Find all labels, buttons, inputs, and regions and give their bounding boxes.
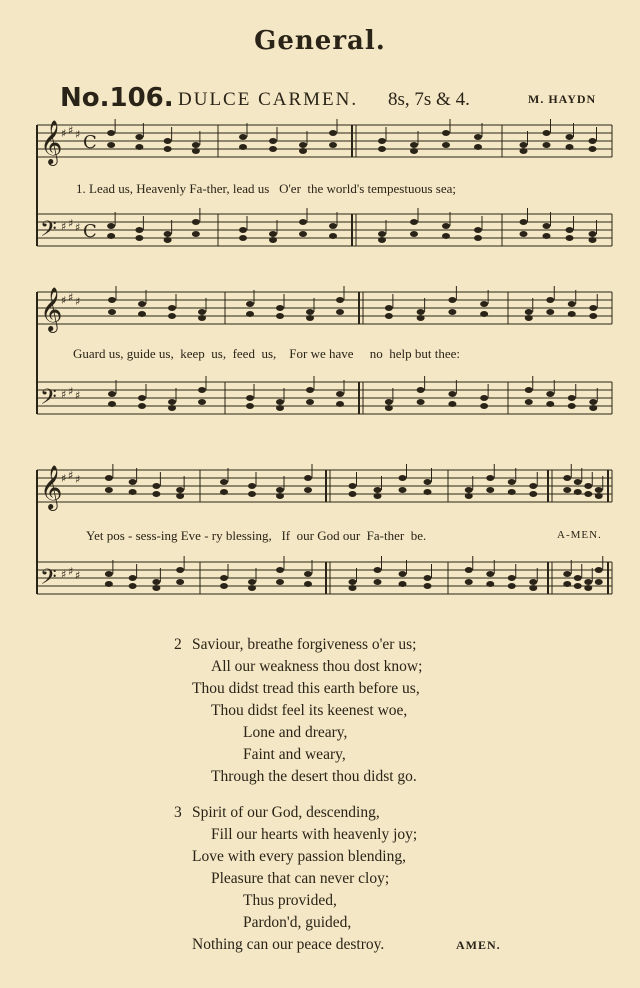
notehead bbox=[508, 479, 516, 485]
notehead bbox=[239, 227, 247, 233]
notehead bbox=[306, 309, 314, 315]
notehead bbox=[220, 479, 228, 485]
notehead bbox=[480, 395, 488, 401]
notehead bbox=[448, 391, 456, 397]
notehead bbox=[399, 571, 407, 577]
notehead bbox=[107, 130, 115, 136]
notehead bbox=[276, 567, 284, 573]
notehead bbox=[543, 233, 551, 239]
notehead bbox=[105, 475, 113, 481]
notehead bbox=[248, 491, 256, 497]
notehead bbox=[164, 138, 172, 144]
notehead bbox=[246, 403, 254, 409]
composer: M. HAYDN bbox=[528, 92, 597, 106]
notehead bbox=[105, 581, 113, 587]
notehead bbox=[589, 138, 597, 144]
notehead bbox=[108, 401, 116, 407]
sharp-icon: ♯ bbox=[61, 294, 67, 307]
notehead bbox=[546, 401, 554, 407]
notehead bbox=[566, 134, 574, 140]
notehead bbox=[584, 579, 592, 585]
notehead bbox=[108, 391, 116, 397]
notehead bbox=[474, 144, 482, 150]
sharp-icon: ♯ bbox=[68, 291, 74, 304]
notehead bbox=[164, 146, 172, 152]
notehead bbox=[448, 401, 456, 407]
notehead bbox=[269, 146, 277, 152]
notehead bbox=[138, 301, 146, 307]
notehead bbox=[276, 493, 284, 499]
notehead bbox=[276, 487, 284, 493]
notehead bbox=[192, 148, 200, 154]
notehead bbox=[220, 575, 228, 581]
notehead bbox=[299, 219, 307, 225]
notehead bbox=[135, 235, 143, 241]
amen-lyric: A-MEN. bbox=[557, 529, 602, 541]
notehead bbox=[168, 405, 176, 411]
notehead bbox=[474, 227, 482, 233]
verse-line: Thou didst tread this earth before us, bbox=[192, 680, 420, 697]
notehead bbox=[486, 475, 494, 481]
notehead bbox=[248, 579, 256, 585]
notehead bbox=[164, 231, 172, 237]
notehead bbox=[563, 475, 571, 481]
bass-clef-icon: 𝄢 bbox=[40, 217, 57, 247]
notehead bbox=[306, 387, 314, 393]
notehead bbox=[520, 148, 528, 154]
notehead bbox=[329, 142, 337, 148]
notehead bbox=[410, 142, 418, 148]
notehead bbox=[107, 223, 115, 229]
notehead bbox=[480, 301, 488, 307]
notehead bbox=[108, 297, 116, 303]
hymn-number: No.106. bbox=[60, 83, 174, 113]
common-time-icon: C bbox=[83, 221, 97, 242]
verse-line: Through the desert thou didst go. bbox=[211, 768, 417, 785]
notehead bbox=[176, 493, 184, 499]
notehead bbox=[329, 130, 337, 136]
notehead bbox=[546, 297, 554, 303]
notehead bbox=[525, 399, 533, 405]
notehead bbox=[276, 305, 284, 311]
sharp-icon: ♯ bbox=[68, 469, 74, 482]
notehead bbox=[349, 483, 357, 489]
notehead bbox=[399, 475, 407, 481]
amen: AMEN. bbox=[456, 938, 501, 952]
notehead bbox=[568, 311, 576, 317]
notehead bbox=[306, 399, 314, 405]
notehead bbox=[299, 148, 307, 154]
verse-line: Pleasure that can never cloy; bbox=[211, 870, 390, 887]
notehead bbox=[152, 579, 160, 585]
notehead bbox=[486, 581, 494, 587]
notehead bbox=[192, 219, 200, 225]
notehead bbox=[417, 399, 425, 405]
notehead bbox=[129, 583, 137, 589]
notehead bbox=[595, 579, 603, 585]
notehead bbox=[135, 134, 143, 140]
notehead bbox=[176, 579, 184, 585]
notehead bbox=[410, 219, 418, 225]
notehead bbox=[138, 395, 146, 401]
notehead bbox=[563, 581, 571, 587]
notehead bbox=[508, 489, 516, 495]
notehead bbox=[168, 305, 176, 311]
notehead bbox=[589, 405, 597, 411]
notehead bbox=[589, 146, 597, 152]
notehead bbox=[566, 144, 574, 150]
sharp-icon: ♯ bbox=[75, 389, 81, 402]
notehead bbox=[543, 223, 551, 229]
notehead bbox=[276, 313, 284, 319]
sharp-icon: ♯ bbox=[61, 220, 67, 233]
notehead bbox=[417, 315, 425, 321]
notehead bbox=[304, 581, 312, 587]
notehead bbox=[589, 313, 597, 319]
verse-line: Fill our hearts with heavenly joy; bbox=[211, 826, 418, 843]
sharp-icon: ♯ bbox=[68, 565, 74, 578]
notehead bbox=[442, 142, 450, 148]
notehead bbox=[336, 391, 344, 397]
lyric-line-3: Yet pos - sess-ing Eve - ry blessing, If our God our Fa-ther be. bbox=[86, 528, 427, 543]
notehead bbox=[304, 571, 312, 577]
notehead bbox=[135, 227, 143, 233]
notehead bbox=[543, 130, 551, 136]
verse-line: Nothing can our peace destroy. bbox=[192, 936, 385, 953]
verse-number: 2 bbox=[174, 636, 182, 653]
notehead bbox=[239, 235, 247, 241]
notehead bbox=[336, 401, 344, 407]
notehead bbox=[546, 309, 554, 315]
sharp-icon: ♯ bbox=[75, 221, 81, 234]
notehead bbox=[246, 311, 254, 317]
notehead bbox=[574, 489, 582, 495]
notehead bbox=[248, 483, 256, 489]
notehead bbox=[410, 148, 418, 154]
sharp-icon: ♯ bbox=[61, 472, 67, 485]
notehead bbox=[138, 403, 146, 409]
notehead bbox=[563, 571, 571, 577]
sharp-icon: ♯ bbox=[61, 388, 67, 401]
notehead bbox=[525, 387, 533, 393]
notehead bbox=[246, 301, 254, 307]
notehead bbox=[525, 315, 533, 321]
notehead bbox=[129, 489, 137, 495]
sharp-icon: ♯ bbox=[68, 124, 74, 137]
meter: 8s, 7s & 4. bbox=[388, 89, 470, 110]
notehead bbox=[378, 237, 386, 243]
notehead bbox=[589, 231, 597, 237]
treble-clef-icon: 𝄞 bbox=[40, 287, 63, 331]
notehead bbox=[520, 219, 528, 225]
treble-clef-icon: 𝄞 bbox=[40, 120, 63, 164]
notehead bbox=[568, 395, 576, 401]
notehead bbox=[486, 571, 494, 577]
notehead bbox=[248, 585, 256, 591]
notehead bbox=[152, 585, 160, 591]
notehead bbox=[276, 405, 284, 411]
notehead bbox=[568, 403, 576, 409]
notehead bbox=[589, 305, 597, 311]
notehead bbox=[105, 571, 113, 577]
sharp-icon: ♯ bbox=[68, 217, 74, 230]
notehead bbox=[385, 305, 393, 311]
notehead bbox=[246, 395, 254, 401]
notehead bbox=[474, 134, 482, 140]
notehead bbox=[465, 493, 473, 499]
notehead bbox=[220, 583, 228, 589]
notehead bbox=[378, 146, 386, 152]
sharp-icon: ♯ bbox=[61, 127, 67, 140]
page-title: General. bbox=[254, 26, 386, 56]
notehead bbox=[349, 579, 357, 585]
notehead bbox=[486, 487, 494, 493]
notehead bbox=[385, 399, 393, 405]
notehead bbox=[374, 487, 382, 493]
notehead bbox=[546, 391, 554, 397]
verse-line: Pardon'd, guided, bbox=[243, 914, 352, 931]
notehead bbox=[595, 493, 603, 499]
notehead bbox=[566, 227, 574, 233]
notehead bbox=[192, 231, 200, 237]
notehead bbox=[424, 489, 432, 495]
notehead bbox=[129, 575, 137, 581]
notehead bbox=[176, 487, 184, 493]
notehead bbox=[589, 399, 597, 405]
notehead bbox=[417, 387, 425, 393]
sharp-icon: ♯ bbox=[68, 385, 74, 398]
notehead bbox=[574, 583, 582, 589]
notehead bbox=[107, 233, 115, 239]
notehead bbox=[304, 487, 312, 493]
notehead bbox=[525, 309, 533, 315]
notehead bbox=[465, 567, 473, 573]
verse-line: Thus provided, bbox=[243, 892, 337, 909]
verse-line: Faint and weary, bbox=[243, 746, 346, 763]
verse-line: All our weakness thou dost know; bbox=[211, 658, 423, 675]
notehead bbox=[198, 399, 206, 405]
notehead bbox=[276, 399, 284, 405]
verse-line: Lone and dreary, bbox=[243, 724, 348, 741]
notehead bbox=[276, 579, 284, 585]
notehead bbox=[299, 231, 307, 237]
notehead bbox=[349, 585, 357, 591]
notehead bbox=[168, 399, 176, 405]
notehead bbox=[176, 567, 184, 573]
notehead bbox=[105, 487, 113, 493]
notehead bbox=[584, 585, 592, 591]
notehead bbox=[374, 579, 382, 585]
notehead bbox=[220, 489, 228, 495]
notehead bbox=[269, 231, 277, 237]
notehead bbox=[138, 311, 146, 317]
notehead bbox=[299, 142, 307, 148]
notehead bbox=[520, 142, 528, 148]
notehead bbox=[164, 237, 172, 243]
notehead bbox=[385, 313, 393, 319]
notehead bbox=[239, 134, 247, 140]
verse-number: 3 bbox=[174, 804, 182, 821]
notehead bbox=[574, 479, 582, 485]
notehead bbox=[198, 387, 206, 393]
notehead bbox=[374, 567, 382, 573]
notehead bbox=[304, 475, 312, 481]
lyric-line-2: Guard us, guide us, keep us, feed us, For we have no help but thee: bbox=[73, 346, 461, 361]
notehead bbox=[399, 487, 407, 493]
notehead bbox=[465, 487, 473, 493]
sharp-icon: ♯ bbox=[75, 295, 81, 308]
notehead bbox=[480, 403, 488, 409]
sharp-icon: ♯ bbox=[61, 568, 67, 581]
notehead bbox=[399, 581, 407, 587]
treble-clef-icon: 𝄞 bbox=[40, 465, 63, 509]
notehead bbox=[589, 237, 597, 243]
notehead bbox=[192, 142, 200, 148]
sharp-icon: ♯ bbox=[75, 473, 81, 486]
notehead bbox=[168, 313, 176, 319]
notehead bbox=[529, 491, 537, 497]
notehead bbox=[152, 491, 160, 497]
notehead bbox=[480, 311, 488, 317]
verse-line: Saviour, breathe forgiveness o'er us; bbox=[192, 636, 417, 653]
notehead bbox=[269, 138, 277, 144]
notehead bbox=[568, 301, 576, 307]
notehead bbox=[529, 585, 537, 591]
notehead bbox=[424, 479, 432, 485]
notehead bbox=[566, 235, 574, 241]
notehead bbox=[442, 233, 450, 239]
notehead bbox=[563, 487, 571, 493]
verse-line: Thou didst feel its keenest woe, bbox=[211, 702, 408, 719]
notehead bbox=[529, 483, 537, 489]
notehead bbox=[584, 483, 592, 489]
verse-line: Spirit of our God, descending, bbox=[192, 804, 380, 821]
notehead bbox=[129, 479, 137, 485]
notehead bbox=[448, 297, 456, 303]
notehead bbox=[107, 142, 115, 148]
notehead bbox=[595, 487, 603, 493]
notehead bbox=[448, 309, 456, 315]
notehead bbox=[508, 575, 516, 581]
notehead bbox=[269, 237, 277, 243]
notehead bbox=[424, 575, 432, 581]
notehead bbox=[474, 235, 482, 241]
notehead bbox=[329, 223, 337, 229]
notehead bbox=[135, 144, 143, 150]
notehead bbox=[336, 309, 344, 315]
tune-name: DULCE CARMEN. bbox=[178, 89, 359, 110]
common-time-icon: C bbox=[83, 132, 97, 153]
notehead bbox=[306, 315, 314, 321]
notehead bbox=[508, 583, 516, 589]
bass-clef-icon: 𝄢 bbox=[40, 385, 57, 415]
notehead bbox=[424, 583, 432, 589]
notehead bbox=[465, 579, 473, 585]
sharp-icon: ♯ bbox=[75, 128, 81, 141]
notehead bbox=[442, 223, 450, 229]
notehead bbox=[543, 142, 551, 148]
notehead bbox=[520, 231, 528, 237]
notehead bbox=[584, 491, 592, 497]
notehead bbox=[574, 575, 582, 581]
notehead bbox=[385, 405, 393, 411]
notehead bbox=[374, 493, 382, 499]
notehead bbox=[239, 144, 247, 150]
notehead bbox=[378, 231, 386, 237]
verse-line: Love with every passion blending, bbox=[192, 848, 406, 865]
notehead bbox=[336, 297, 344, 303]
notehead bbox=[198, 315, 206, 321]
notehead bbox=[417, 309, 425, 315]
notehead bbox=[108, 309, 116, 315]
notehead bbox=[329, 233, 337, 239]
notehead bbox=[595, 567, 603, 573]
bass-clef-icon: 𝄢 bbox=[40, 565, 57, 595]
notehead bbox=[349, 491, 357, 497]
lyric-line-1: 1. Lead us, Heavenly Fa-ther, lead us O'er the world's tempestuous sea; bbox=[76, 181, 456, 196]
notehead bbox=[442, 130, 450, 136]
notehead bbox=[198, 309, 206, 315]
notehead bbox=[529, 579, 537, 585]
sharp-icon: ♯ bbox=[75, 569, 81, 582]
notehead bbox=[378, 138, 386, 144]
notehead bbox=[410, 231, 418, 237]
notehead bbox=[152, 483, 160, 489]
